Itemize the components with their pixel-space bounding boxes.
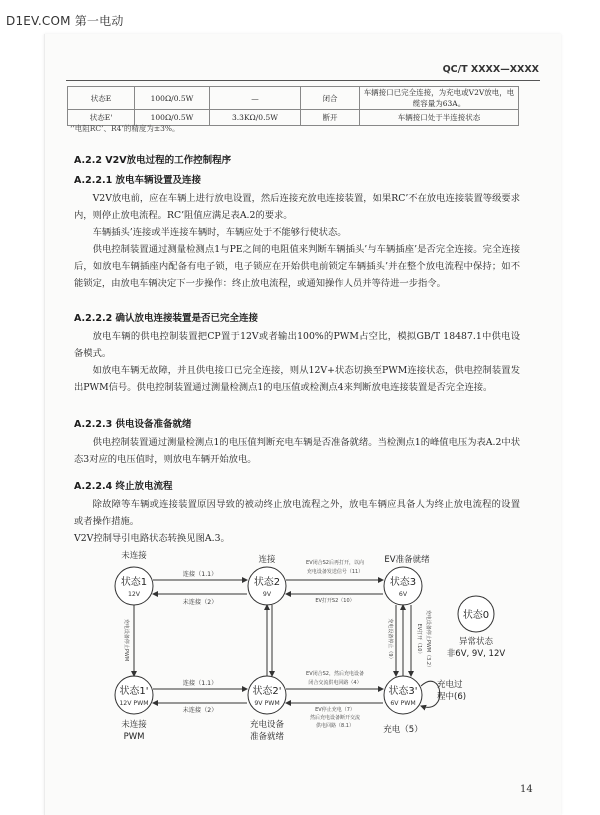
paragraph: 供电控制装置通过测量检测点1与PE之间的电阻值来判断车辆插头’与车辆插座’是否完全连接。完全连接后，如放电车辆插座内配备有电子锁，电子锁应在开始供电前锁定车辆插头’并在整个放电流程中保持；如不能锁定，由放电车辆决定下一步操作：终止放电流程，或通知操作人员并等待进一步指令。 bbox=[74, 244, 520, 289]
edge-label: EV打开（10） bbox=[416, 623, 422, 657]
table-cell: — bbox=[210, 87, 301, 110]
state-3-name: 状态3 bbox=[389, 577, 417, 588]
state-0-caption-2: 非6V, 9V, 12V bbox=[446, 649, 506, 659]
section-heading: A.2.2.1 放电车辆设置及连接 bbox=[74, 175, 201, 186]
edge-label: 未连接（2） bbox=[182, 599, 218, 606]
edge-label: 连接（1.1） bbox=[182, 680, 218, 687]
state-2-pwm-voltage: 9V PWM bbox=[254, 700, 280, 707]
section-heading: A.2.2 V2V放电过程的工作控制程序 bbox=[74, 155, 232, 166]
standard-code: QC/T XXXX—XXXX bbox=[442, 64, 539, 75]
table-cell: 车辆接口处于半连接状态 bbox=[360, 110, 519, 126]
state-transition-diagram bbox=[45, 34, 561, 815]
state-1-voltage: 12V bbox=[127, 591, 141, 598]
state-0-caption: 异常状态 bbox=[458, 637, 494, 647]
document-page bbox=[44, 34, 561, 815]
edge-label: EV闭合S2，然后充电设备 bbox=[306, 671, 364, 677]
table-cell: 状态E' bbox=[68, 110, 135, 126]
state-2-pwm-name: 状态2' bbox=[252, 686, 282, 697]
state-2-voltage: 9V bbox=[262, 591, 272, 598]
table-cell: 车辆接口已完全连接，为充电或V2V放电，电缆容量为63A。 bbox=[360, 87, 519, 110]
page-number: 14 bbox=[520, 784, 533, 795]
paragraph: 除故障等车辆或连接装置原因导致的被动终止放电流程之外，放电车辆应具备人为终止放电流程的设置或者操作措施。 bbox=[74, 499, 520, 527]
edge-label: 充电设备发送信号（11） bbox=[306, 569, 364, 575]
edge-label: 未连接（2） bbox=[182, 707, 218, 714]
state-3-pwm-caption: 充电（5） bbox=[383, 725, 423, 735]
state-2-pwm-caption-2: 准备就绪 bbox=[249, 732, 285, 742]
section-heading: A.2.2.3 供电设备准备就绪 bbox=[74, 419, 192, 430]
state-1-pwm-name: 状态1' bbox=[119, 686, 149, 697]
paragraph: 放电车辆的供电控制装置把CP置于12V或者输出100%的PWM占空比，模拟GB/T 18487.1中供电设备模式。 bbox=[74, 331, 520, 359]
edge-label: 供电回路（8.1） bbox=[316, 723, 354, 729]
paragraph: 供电控制装置通过测量检测点1的电压值判断充电车辆是否准备就绪。当检测点1的峰值电压为表A.2中状态3对应的电压值时，则放电车辆开始放电。 bbox=[74, 437, 520, 465]
edge-label: 充电设备停止PWM（3.2） bbox=[425, 609, 431, 671]
paragraph: V2V放电前，应在车辆上进行放电设置，然后连接充放电连接装置，如果RC’不在放电连接装置等级要求内，则停止放电流程。RC’阻值应满足表A.2的要求。 bbox=[74, 193, 520, 221]
section-heading: A.2.2.4 终止放电流程 bbox=[74, 481, 173, 492]
state-0-name: 状态0 bbox=[462, 610, 490, 621]
state-3-pwm-name: 状态3' bbox=[388, 686, 418, 697]
table-cell: 3.3KΩ/0.5W bbox=[210, 110, 301, 126]
state-2-caption: 连接 bbox=[258, 555, 276, 565]
edge-label: 连接（1.1） bbox=[182, 571, 218, 578]
state-3-caption: EV准备就绪 bbox=[384, 555, 430, 565]
edge-label: 充电设备停止（9） bbox=[387, 618, 393, 662]
edge-label: 程中(6) bbox=[437, 692, 467, 702]
table-cell: 闭合 bbox=[301, 87, 360, 110]
edge-label: EV闭合S2后再打开，以向 bbox=[306, 560, 364, 566]
edge-label: 充电设备停止PWM bbox=[123, 618, 129, 662]
section-heading: A.2.2.2 确认放电连接装置是否已完全连接 bbox=[74, 313, 258, 324]
paragraph: 车辆插头’连接或半连接车辆时，车辆应处于不能够行使状态。 bbox=[92, 227, 347, 238]
state-2-pwm-caption: 充电设备 bbox=[249, 720, 285, 730]
site-watermark-logo: D1EV.COM 第一电动 bbox=[6, 14, 124, 28]
table-note: ‘’电阻RC’、R4’的精度为±3%。 bbox=[70, 124, 180, 133]
state-2-name: 状态2 bbox=[253, 577, 281, 588]
edge-label: EV停止充电（7） bbox=[315, 707, 355, 713]
paragraph: 如放电车辆无故障，并且供电接口已完全连接，则从12V+状态切换至PWM连接状态，供电控制装置发出PWM信号。供电控制装置通过测量检测点1的电压值或检测点4来判断放电连接装置是否完全连接。 bbox=[74, 365, 520, 393]
edge-label: 闭合交流供电回路（4） bbox=[308, 680, 362, 686]
table-cell: 100Ω/0.5W bbox=[135, 110, 210, 126]
state-1-pwm-caption: 未连接 bbox=[121, 720, 147, 730]
paragraph: V2V控制导引电路状态转换见图A.3。 bbox=[74, 533, 230, 544]
state-1-caption: 未连接 bbox=[121, 551, 147, 561]
state-3-pwm-voltage: 6V PWM bbox=[390, 700, 416, 707]
edge-label: 充电过 bbox=[437, 680, 463, 690]
edge-label: EV打开S2（10） bbox=[315, 598, 355, 604]
table-cell: 状态E bbox=[68, 87, 135, 110]
table-cell: 断开 bbox=[301, 110, 360, 126]
state-1-name: 状态1 bbox=[120, 577, 148, 588]
table-cell: 100Ω/0.5W bbox=[135, 87, 210, 110]
edge-label: 然后充电设备断开交流 bbox=[309, 715, 361, 721]
state-3-voltage: 6V bbox=[398, 591, 408, 598]
state-1-pwm-caption-2: PWM bbox=[123, 732, 145, 742]
state-1-pwm-voltage: 12V PWM bbox=[119, 700, 149, 707]
